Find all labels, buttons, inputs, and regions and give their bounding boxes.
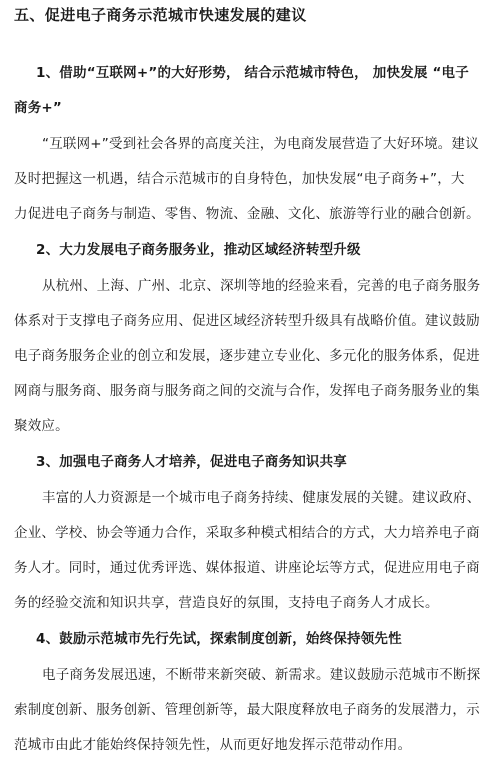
section-2-body-line-5: 聚效应。 — [14, 418, 69, 434]
section-4-body-line-2: 索制度创新、服务创新、管理创新等，最大限度释放电子商务的发展潜力，示 — [14, 702, 480, 718]
section-2-body-line-4: 网商与服务商、服务商与服务商之间的交流与合作，发挥电子商务服务业的集 — [14, 383, 480, 399]
section-3-body-line-4: 务的经验交流和知识共享，营造良好的氛围，支持电子商务人才成长。 — [14, 595, 439, 611]
section-1-heading-line-1: 1、借助“互联网+”的大好形势， 结合示范城市特色， 加快发展 “电子 — [36, 65, 469, 81]
section-4-heading: 4、鼓励示范城市先行先试，探索制度创新，始终保持领先性 — [36, 631, 402, 647]
section-3-heading: 3、加强电子商务人才培养，促进电子商务知识共享 — [36, 454, 347, 470]
section-2-body-line-3: 电子商务服务企业的创立和发展，逐步建立专业化、多元化的服务体系，促进 — [14, 348, 480, 364]
section-1-heading-line-2: 商务+” — [14, 100, 62, 116]
section-3-body-line-2: 企业、学校、协会等通力合作，采取多种模式相结合的方式，大力培养电子商 — [14, 525, 480, 541]
section-2-heading: 2、大力发展电子商务服务业，推动区域经济转型升级 — [36, 242, 361, 258]
section-4-body-line-1: 电子商务发展迅速，不断带来新突破、新需求。建议鼓励示范城市不断探 — [42, 667, 481, 683]
section-4-body-line-3: 范城市由此才能始终保持领先性，从而更好地发挥示范带动作用。 — [14, 737, 412, 753]
section-3-body-line-3: 务人才。同时，通过优秀评选、媒体报道、讲座论坛等方式，促进应用电子商 — [14, 560, 480, 576]
section-1-body-line-1: “互联网+”受到社会各界的高度关注，为电商发展营造了大好环境。建议 — [42, 136, 479, 152]
section-3-body-line-1: 丰富的人力资源是一个城市电子商务持续、健康发展的关键。建议政府、 — [42, 490, 481, 506]
section-2-body-line-2: 体系对于支撑电子商务应用、促进区域经济转型升级具有战略价值。建议鼓励 — [14, 313, 480, 329]
page-title: 五、促进电子商务示范城市快速发展的建议 — [14, 6, 307, 24]
section-1-body-line-3: 力促进电子商务与制造、零售、物流、金融、文化、旅游等行业的融合创新。 — [14, 206, 480, 222]
section-1-body-line-2: 及时把握这一机遇，结合示范城市的自身特色，加快发展“电子商务+”，大 — [14, 171, 465, 187]
section-2-body-line-1: 从杭州、上海、广州、北京、深圳等地的经验来看，完善的电子商务服务 — [42, 278, 481, 294]
